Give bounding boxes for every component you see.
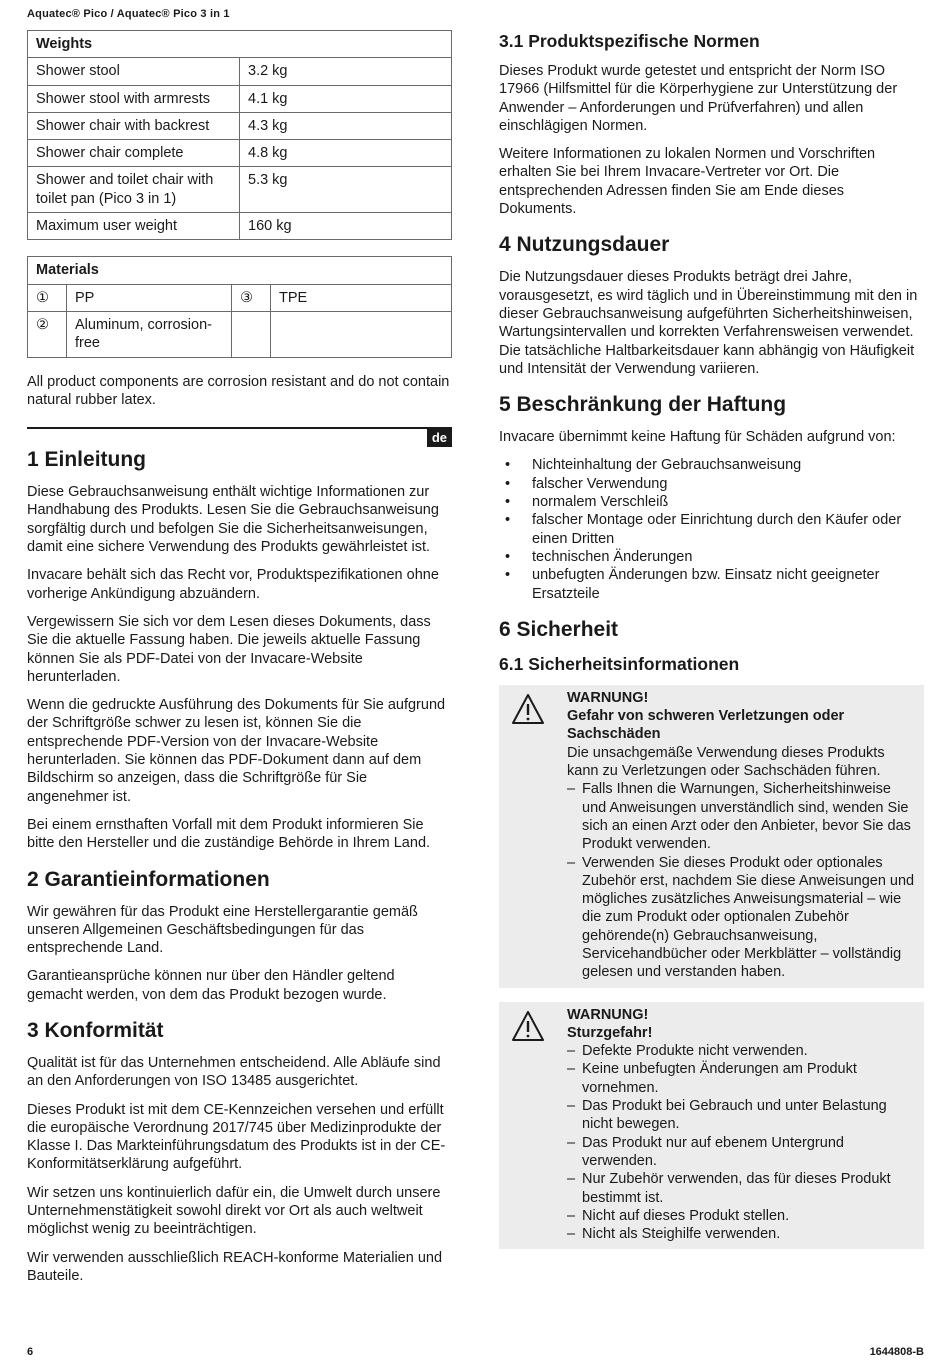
- weights-table: [27, 30, 452, 240]
- list-item: • Nichteinhaltung der Gebrauchsanweisung: [499, 456, 924, 474]
- material-number: ①: [28, 284, 67, 311]
- weight-value: 160 kg: [240, 213, 452, 240]
- warning-heading: Gefahr von schweren Verletzungen oder Sachschäden: [567, 708, 845, 743]
- corrosion-note: All product components are corrosion resistant and do not contain natural rubber latex.: [27, 373, 450, 408]
- subsection-title: 3.1 Produktspezifische Normen: [499, 31, 760, 51]
- weight-value: 4.1 kg: [240, 85, 452, 112]
- subsection-title: 6.1 Sicherheitsinformationen: [499, 653, 740, 674]
- weight-value: 4.3 kg: [240, 112, 452, 139]
- section-title: 1 Einleitung: [27, 448, 147, 472]
- weight-label: Shower chair complete: [28, 140, 240, 167]
- list-item: – Das Produkt nur auf ebenem Untergrund verwenden.: [567, 1134, 916, 1171]
- material-number: ②: [28, 311, 67, 357]
- liability-list: [499, 456, 924, 602]
- section-title: 3 Konformität: [27, 1018, 164, 1042]
- section-divider: [27, 427, 452, 446]
- list-item: – Falls Ihnen die Warnungen, Sicherheitshinweise und Anweisungen unverständlich sind, wenden Sie sich an einen Arzt oder den Anbieter, bevor Sie das Produkt verwenden.: [567, 780, 916, 853]
- material-name: [271, 311, 452, 357]
- material-number: ③: [232, 284, 271, 311]
- warning-list: [567, 1042, 916, 1243]
- paragraph: Wenn die gedruckte Ausführung des Dokuments für Sie aufgrund der Schriftgröße schwer zu lesen ist, können Sie die entsprechende PDF-Version von der Invacare-Website herunterladen. Sie können das PDF-Dokument dann auf dem Bildschirm so anzeigen, dass die Schriftgröße für Sie angenehmer ist.: [27, 697, 446, 805]
- warning-label: WARNUNG!: [567, 689, 649, 706]
- section-title: 6 Sicherheit: [499, 617, 619, 641]
- paragraph: Invacare übernimmt keine Haftung für Schäden aufgrund von:: [499, 429, 896, 446]
- left-column: [27, 30, 452, 1295]
- table-row: [28, 112, 452, 139]
- list-item: • falscher Verwendung: [499, 475, 924, 493]
- paragraph: Die Nutzungsdauer dieses Produkts beträgt drei Jahre, vorausgesetzt, es wird täglich und in Übereinstimmung mit den in dieser Gebrauchsanweisung aufgeführten Sicherheitshinweisen, Wartungsintervallen und korrekten Verfahrensweisen verwendet. Die tatsächliche Haltbarkeitsdauer kann abhängig von Häufigkeit und Intensität der Verwendung variieren.: [499, 269, 918, 377]
- paragraph: Qualität ist für das Unternehmen entscheidend. Alle Abläufe sind an den Anforderungen von ISO 13485 ausgerichtet.: [27, 1054, 441, 1090]
- paragraph: Wir verwenden ausschließlich REACH-konforme Materialien und Bauteile.: [27, 1249, 443, 1284]
- list-item: • unbefugten Änderungen bzw. Einsatz nicht geeigneter Ersatzteile: [499, 566, 924, 603]
- list-item: – Keine unbefugten Änderungen am Produkt vornehmen.: [567, 1060, 916, 1097]
- list-item: • technischen Änderungen: [499, 548, 924, 566]
- page-number: 6: [27, 1346, 34, 1358]
- weight-label: Maximum user weight: [28, 213, 240, 240]
- language-tag: de: [427, 429, 452, 447]
- weight-value: 5.3 kg: [240, 167, 452, 213]
- weight-label: Shower stool with armrests: [28, 85, 240, 112]
- weight-label: Shower and toilet chair with toilet pan (Pico 3 in 1): [28, 167, 240, 213]
- list-item: • falscher Montage oder Einrichtung durch den Käufer oder einen Dritten: [499, 511, 924, 548]
- warning-icon: [511, 1010, 545, 1042]
- weight-label: Shower stool: [28, 58, 240, 85]
- list-item: – Verwenden Sie dieses Produkt oder optionales Zubehör erst, nachdem Sie diese Anweisungen und mögliches zusätzliches Anweisungsmaterial – wie die zum Produkt oder optionalen Zubehör gehörende(n) Gebrauchsanweisung, Servicehandbücher oder Merkblätter – vollständig gelesen und verstanden haben.: [567, 854, 916, 982]
- weight-value: 3.2 kg: [240, 58, 452, 85]
- list-item: – Das Produkt bei Gebrauch und unter Belastung nicht bewegen.: [567, 1097, 916, 1134]
- material-number: [232, 311, 271, 357]
- warning-box: [499, 1002, 924, 1250]
- paragraph: Wir setzen uns kontinuierlich dafür ein, die Umwelt durch unsere Unternehmenstätigkeit sowohl direkt vor Ort als auch weltweit möglichst wenig zu beeinträchtigen.: [27, 1184, 441, 1238]
- section-title: 4 Nutzungsdauer: [499, 233, 670, 257]
- list-item: • normalem Verschleiß: [499, 493, 924, 511]
- right-column: [499, 30, 924, 1263]
- warning-heading: Sturzgefahr!: [567, 1024, 653, 1041]
- list-item: – Defekte Produkte nicht verwenden.: [567, 1042, 916, 1060]
- warning-list: [567, 780, 916, 981]
- materials-title: Materials: [28, 257, 452, 284]
- table-row: [28, 140, 452, 167]
- list-item: – Nicht als Steighilfe verwenden.: [567, 1225, 916, 1243]
- warning-box: [499, 685, 924, 988]
- material-name: Aluminum, corrosion-free: [67, 311, 232, 357]
- paragraph: Invacare behält sich das Recht vor, Produktspezifikationen ohne vorherige Ankündigung abzuändern.: [27, 567, 439, 602]
- material-name: PP: [67, 284, 232, 311]
- paragraph: Diese Gebrauchsanweisung enthält wichtige Informationen zur Handhabung des Produkts. Lesen Sie die Gebrauchsanweisung sorgfältig durch und befolgen Sie die Sicherheitsanweisungen, damit eine sichere Verwendung des Produkts gewährleistet ist.: [27, 484, 439, 556]
- material-name: TPE: [271, 284, 452, 311]
- list-item: – Nur Zubehör verwenden, das für dieses Produkt bestimmt ist.: [567, 1170, 916, 1207]
- list-item: – Nicht auf dieses Produkt stellen.: [567, 1207, 916, 1225]
- paragraph: Wir gewähren für das Produkt eine Herstellergarantie gemäß unseren Allgemeinen Geschäftsbedingungen für das entsprechende Land.: [27, 903, 418, 957]
- table-row: [28, 58, 452, 85]
- document-number: 1644808-B: [869, 1346, 924, 1358]
- weight-label: Shower chair with backrest: [28, 112, 240, 139]
- paragraph: Garantieansprüche können nur über den Händler geltend gemacht werden, von dem das Produkt bezogen wurde.: [27, 968, 395, 1003]
- table-row: [28, 284, 452, 311]
- paragraph: Weitere Informationen zu lokalen Normen und Vorschriften erhalten Sie bei Ihrem Invacare-Vertreter vor Ort. Die entsprechenden Adressen finden Sie am Ende dieses Dokuments.: [499, 146, 876, 218]
- table-row: [28, 213, 452, 240]
- table-row: [28, 85, 452, 112]
- paragraph: Bei einem ernsthaften Vorfall mit dem Produkt informieren Sie bitte den Hersteller und die zuständige Behörde in Ihrem Land.: [27, 816, 431, 852]
- table-row: [28, 311, 452, 357]
- section-title: 5 Beschränkung der Haftung: [499, 393, 787, 417]
- weight-value: 4.8 kg: [240, 140, 452, 167]
- warning-label: WARNUNG!: [567, 1006, 649, 1023]
- materials-table: [27, 256, 452, 357]
- weights-title: Weights: [28, 31, 452, 58]
- section-title: 2 Garantieinformationen: [27, 867, 270, 891]
- paragraph: Vergewissern Sie sich vor dem Lesen dieses Dokuments, dass Sie die aktuelle Fassung haben. Die jeweils aktuelle Fassung können Sie als PDF-Datei von der Invacare-Website herunterladen.: [27, 613, 431, 685]
- warning-icon: [511, 693, 545, 725]
- paragraph: Dieses Produkt ist mit dem CE-Kennzeichen versehen und erfüllt die europäische Verordnung 2017/745 über Medizinprodukte der Klasse I. Das Markteinführungsdatum des Produkts ist in der CE-Konformitätserklärung aufgeführt.: [27, 1101, 446, 1173]
- paragraph: Dieses Produkt wurde getestet und entspricht der Norm ISO 17966 (Hilfsmittel für die Körperhygiene zur Unterstützung der Anwender – Anforderungen und Prüfverfahren) und allen einschlägigen Normen.: [499, 63, 898, 134]
- warning-text: Die unsachgemäße Verwendung dieses Produkts kann zu Verletzungen oder Sachschäden führen.: [567, 744, 885, 780]
- table-row: [28, 167, 452, 213]
- running-header: Aquatec® Pico / Aquatec® Pico 3 in 1: [27, 8, 230, 20]
